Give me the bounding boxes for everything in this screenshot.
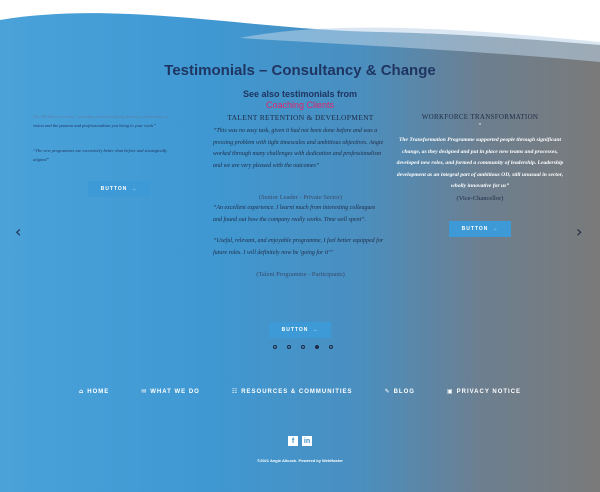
linkedin-icon[interactable]: in: [303, 437, 311, 445]
footer-nav-privacy[interactable]: [447, 388, 521, 395]
left-card-line: The HR Director wrote “amazing work in building the team, delivering our: [33, 114, 169, 119]
button-label: BUTTON: [461, 226, 489, 232]
footer-nav: [0, 388, 600, 395]
see-also-text: See also testimonials from: [242, 89, 358, 99]
right-card-button[interactable]: [449, 221, 511, 237]
quote-mark: “: [478, 123, 482, 129]
nav-label: BLOG: [393, 388, 415, 395]
nav-label: PRIVACY NOTICE: [456, 388, 522, 395]
home-icon: ⌂: [78, 388, 85, 395]
testimonial-quote: “An excellent experience. I learnt much from interesting colleagues: [213, 205, 376, 211]
arrow-right-icon: →: [131, 186, 138, 192]
coaching-clients-link[interactable]: Coaching Clients: [265, 100, 335, 110]
nav-label: RESOURCES & COMMUNITIES: [241, 388, 353, 395]
footer-nav-what-we-do[interactable]: [141, 388, 200, 395]
carousel-dot-active[interactable]: [315, 345, 319, 349]
page-title: Testimonials – Consultancy & Change: [164, 62, 436, 79]
testimonial-quote: “Useful, relevant, and enjoyable programme, I feel better equipped for future roles. I will definitely now be 'going for it'”: [213, 238, 384, 256]
card-heading: WORKFORCE TRANSFORMATION: [421, 113, 539, 121]
testimonial-quote: “This was no easy task, given it had not been done before and was a pressing problem with tight timescales and ambitious objectives. Angie worked through many challenges with dedication and professionalism and we are very pleased with the outcomes”: [213, 128, 384, 169]
testimonial-attribution: (Talent Programme - Participants): [256, 271, 345, 278]
button-label: BUTTON: [281, 327, 309, 333]
social-links: [288, 436, 312, 446]
center-card-button[interactable]: [269, 322, 331, 338]
testimonial-card-left: [33, 112, 203, 164]
document-icon: ▣: [446, 388, 454, 395]
left-card-line: aligned”: [33, 157, 50, 162]
footer-nav-home[interactable]: [79, 388, 109, 395]
arrow-right-icon: →: [492, 226, 499, 232]
testimonial-attribution: (Senior Leader - Private Sector): [258, 194, 343, 201]
carousel-dots: [273, 345, 333, 349]
nav-label: HOME: [87, 388, 110, 395]
button-label: BUTTON: [100, 186, 128, 192]
nav-label: WHAT WE DO: [150, 388, 200, 395]
left-card-button[interactable]: [88, 181, 150, 197]
pencil-icon: ✎: [384, 388, 391, 395]
testimonial-quote: and found out how the company really works. Time well spent”.: [213, 216, 367, 223]
header-wave: [0, 0, 600, 70]
chevron-right-icon[interactable]: ›: [576, 222, 583, 241]
chevron-left-icon[interactable]: ‹: [15, 222, 22, 241]
footer-nav-resources[interactable]: [232, 388, 353, 395]
left-card-line: vision and the passion and professionalism you bring to your work”: [33, 123, 156, 128]
card-heading: TALENT RETENTION & DEVELOPMENT: [227, 113, 374, 122]
copyright-text: ©2021 Angie Allcock. Powered by WebHaster: [257, 458, 343, 463]
carousel-dot[interactable]: [273, 345, 277, 349]
carousel-dot[interactable]: [329, 345, 333, 349]
carousel-dot[interactable]: [287, 345, 291, 349]
footer-nav-blog[interactable]: [385, 388, 415, 395]
testimonial-card-right: [395, 113, 565, 202]
briefcase-icon: ✉: [141, 388, 148, 395]
testimonial-card-center: [213, 113, 388, 278]
facebook-icon[interactable]: f: [288, 436, 298, 446]
list-icon: ☷: [231, 388, 239, 395]
testimonial-attribution: (Vice-Chancellor): [456, 194, 504, 202]
carousel-dot[interactable]: [301, 345, 305, 349]
arrow-right-icon: →: [312, 327, 319, 333]
testimonial-quote: The Transformation Programme supported people through significant change, as they designed and put in place new teams and processes, developed new roles, and formed a community of leadership. Leadership development as an integral part of ambitious OD, still unusual in sector, wholly innovative for us”: [396, 137, 564, 189]
left-card-line: “The new programmes are excessively better than before and strategically: [33, 148, 168, 153]
